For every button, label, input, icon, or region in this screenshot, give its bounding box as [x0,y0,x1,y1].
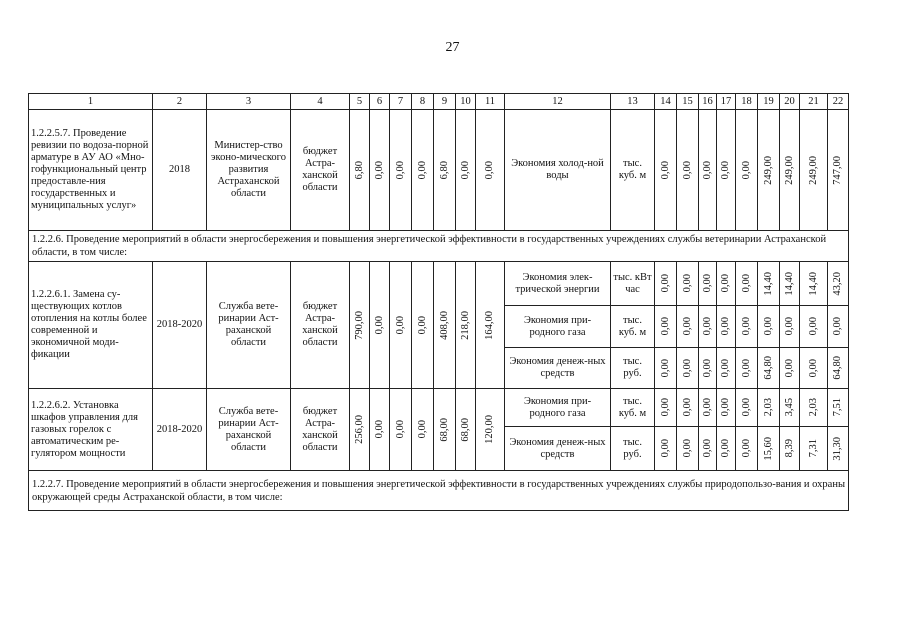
funding-value: 0,00 [416,420,428,439]
funding-value: 256,00 [353,415,365,444]
header-cell: 13 [611,94,655,110]
funding-value: 0,00 [373,315,385,335]
indicator-name: Экономия элек-трической энергии [505,262,611,306]
header-cell: 4 [291,94,350,110]
header-cell: 12 [505,94,611,110]
indicator-name: Экономия при-родного газа [505,306,611,348]
indicator-value: 0,00 [681,358,693,378]
indicator-unit: тыс. куб. м [611,389,655,427]
indicator-value: 0,00 [701,439,713,458]
header-cell: 10 [456,94,476,110]
indicator-value: 0,00 [681,317,693,336]
indicator-value: 0,00 [740,274,752,293]
indicator-value: 0,00 [659,274,671,293]
funding-source: бюджет Астра-ханской области [291,389,350,471]
indicator-value: 14,40 [807,271,819,296]
indicator-value: 7,51 [832,398,843,417]
header-cell: 14 [655,94,677,110]
header-cell: 21 [800,94,828,110]
funding-value: 68,00 [459,417,471,442]
indicator-value: 8,39 [783,439,795,458]
measure-executor: Служба вете-ринарии Аст-раханской области [207,262,291,389]
funding-value: 0,00 [416,160,428,180]
indicator-value: 0,00 [659,160,671,180]
funding-value: 0,00 [373,160,385,180]
table-row [29,262,849,306]
funding-value: 0,00 [394,315,406,335]
measure-year: 2018 [153,110,207,231]
funding-value: 0,00 [416,315,428,335]
header-cell: 15 [677,94,699,110]
indicator-value: 0,00 [720,160,731,180]
funding-value: 0,00 [394,160,406,180]
funding-value: 6,80 [353,160,365,180]
funding-source: бюджет Астра-ханской области [291,262,350,389]
indicator-value: 3,45 [783,398,795,417]
funding-value: 0,00 [394,420,406,439]
indicator-value: 0,00 [720,274,731,293]
section-row [29,231,849,262]
section-title: 1.2.2.7. Проведение мероприятий в области энергосбережения и повышения энергетической эффективности в государственных учреждениях службы природопользо-вания и охраны окружающей среды Астраханской области, в том числе: [29,471,849,511]
indicator-value: 0,00 [720,398,731,417]
indicator-value: 2,03 [807,398,819,417]
indicator-value: 0,00 [783,317,795,336]
indicator-value: 0,00 [807,358,819,378]
funding-value: 0,00 [484,160,495,180]
header-cell: 3 [207,94,291,110]
indicator-name: Экономия денеж-ных средств [505,348,611,389]
indicator-value: 0,00 [659,358,671,378]
measure-year: 2018-2020 [153,389,207,471]
indicator-value: 0,00 [659,317,671,336]
header-cell: 17 [717,94,736,110]
indicator-name: Экономия холод-ной воды [505,110,611,231]
measure-name: 1.2.2.6.2. Установка шкафов управления для газовых горелок с автоматическим ре-гулятором мощности [29,389,153,471]
funding-value: 408,00 [438,310,450,340]
indicator-value: 31,30 [832,436,843,461]
header-cell: 19 [758,94,780,110]
indicator-value: 2,03 [762,398,774,417]
indicator-value: 0,00 [740,398,752,417]
indicator-value: 0,00 [659,398,671,417]
indicator-value: 43,20 [832,271,843,296]
indicator-value: 0,00 [701,160,713,180]
indicator-value: 0,00 [701,274,713,293]
indicator-value: 249,00 [783,155,795,185]
indicator-value: 0,00 [681,439,693,458]
indicator-value: 0,00 [701,358,713,378]
header-cell: 1 [29,94,153,110]
page-number: 27 [445,40,460,55]
indicator-unit: тыс. куб. м [611,306,655,348]
indicator-unit: тыс. кВт час [611,262,655,306]
header-cell: 20 [780,94,800,110]
indicator-value: 14,40 [762,271,774,296]
indicator-value: 0,00 [681,274,693,293]
indicator-value: 15,60 [762,436,774,461]
funding-value: 218,00 [459,310,471,340]
header-cell: 7 [390,94,412,110]
header-cell: 22 [828,94,849,110]
measures-table [28,93,849,511]
indicator-value: 64,80 [832,356,843,380]
indicator-value: 0,00 [720,439,731,458]
indicator-value: 0,00 [832,317,843,336]
section-row [29,471,849,511]
indicator-value: 747,00 [832,155,843,185]
indicator-value: 0,00 [740,358,752,378]
indicator-unit: тыс. куб. м [611,110,655,231]
funding-source: бюджет Астра-ханской области [291,110,350,231]
indicator-value: 0,00 [681,398,693,417]
measure-executor: Министер-ство эконо-мического развития Астраханской области [207,110,291,231]
indicator-name: Экономия при-родного газа [505,389,611,427]
measure-name: 1.2.2.5.7. Проведение ревизии по водоза-порной арматуре в АУ АО «Мно-гофункциональный центр предоставле-ния государственных и муниципальных услуг» [29,110,153,231]
indicator-value: 249,00 [762,155,774,185]
indicator-unit: тыс. руб. [611,348,655,389]
funding-value: 0,00 [373,420,385,439]
indicator-value: 0,00 [701,398,713,417]
indicator-value: 0,00 [807,317,819,336]
funding-value: 120,00 [484,415,495,444]
measure-executor: Служба вете-ринарии Аст-раханской области [207,389,291,471]
header-row [29,94,849,110]
indicator-unit: тыс. руб. [611,427,655,471]
indicator-name: Экономия денеж-ных средств [505,427,611,471]
header-cell: 16 [699,94,717,110]
header-cell: 11 [476,94,505,110]
indicator-value: 7,31 [807,439,819,458]
indicator-value: 0,00 [681,160,693,180]
indicator-value: 64,80 [762,356,774,380]
indicator-value: 0,00 [701,317,713,336]
indicator-value: 0,00 [783,358,795,378]
measure-year: 2018-2020 [153,262,207,389]
header-cell: 6 [370,94,390,110]
indicator-value: 0,00 [720,358,731,378]
header-cell: 18 [736,94,758,110]
header-cell: 8 [412,94,434,110]
funding-value: 68,00 [438,417,450,442]
header-cell: 9 [434,94,456,110]
indicator-value: 0,00 [720,317,731,336]
table-row [29,110,849,231]
header-cell: 5 [350,94,370,110]
indicator-value: 0,00 [740,317,752,336]
header-cell: 2 [153,94,207,110]
funding-value: 0,00 [459,160,471,180]
indicator-value: 0,00 [659,439,671,458]
indicator-value: 0,00 [762,317,774,336]
funding-value: 6,80 [438,160,450,180]
funding-value: 164,00 [484,310,495,340]
measure-name: 1.2.2.6.1. Замена су-ществующих котлов отопления на котлы более современной и экономичной моди-фикации [29,262,153,389]
indicator-value: 0,00 [740,160,752,180]
indicator-value: 14,40 [783,271,795,296]
indicator-value: 0,00 [740,439,752,458]
funding-value: 790,00 [353,310,365,340]
table-row [29,389,849,427]
section-title: 1.2.2.6. Проведение мероприятий в области энергосбережения и повышения энергетической эффективности в государственных учреждениях службы ветеринарии Астраханской области, в том числе: [29,231,849,262]
indicator-value: 249,00 [807,155,819,185]
